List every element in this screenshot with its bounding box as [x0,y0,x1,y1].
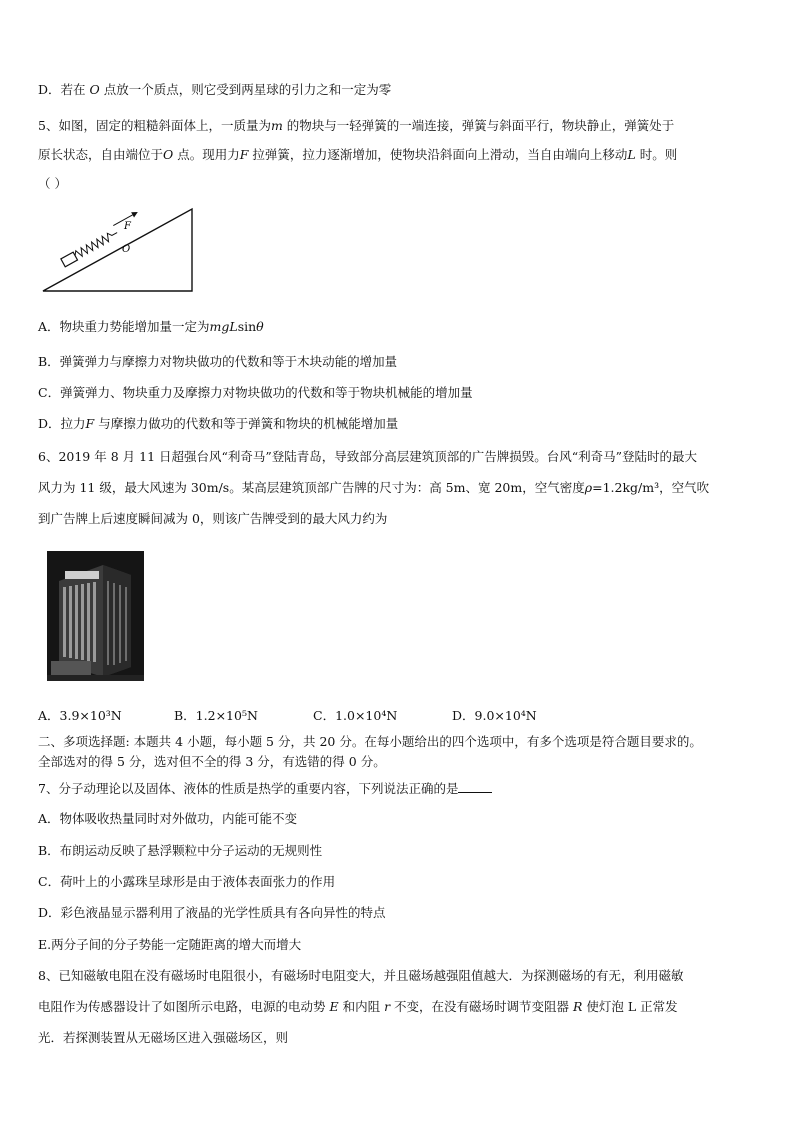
building-photo-image [47,551,144,681]
var-l: L [627,147,636,162]
text: 使灯泡 L 正常发 [582,999,678,1014]
q7-stem [38,781,492,797]
q7-option-c: C．荷叶上的小露珠呈球形是由于液体表面张力的作用 [38,874,336,889]
label-f: F [124,221,131,232]
q4-option-d [38,82,391,98]
q5-stem-line2 [38,147,677,163]
q8-stem-line1: 8、已知磁敏电阻在没有磁场时电阻很小，有磁场时电阻变大，并且磁场越强阻值越大．为探测磁场的有无，利用磁敏 [38,968,684,983]
incline-spring-diagram [40,205,200,295]
q7-option-b: B．布朗运动反映了悬浮颗粒中分子运动的无规则性 [38,843,323,858]
text: 拉弹簧，拉力逐渐增加，使物块沿斜面向上滑动，当自由端向上移动 [248,147,628,162]
q8-stem-line3: 光．若探测装置从无磁场区进入强磁场区，则 [38,1030,289,1045]
q7-option-a: A．物体吸收热量同时对外做功，内能可能不变 [38,811,298,826]
formula-sin: sin [237,319,257,334]
var-f: F [85,416,95,431]
text: D．若在 [38,82,90,97]
var-m: m [270,118,283,133]
q5-answer-bracket: （ ） [38,176,67,191]
formula-theta: θ [256,319,264,334]
var-f: F [239,147,249,162]
text: 5、如图，固定的粗糙斜面体上，一质量为 [38,118,271,133]
formula-mgl: mgL [209,319,238,334]
section2-heading-line1: 二、多项选择题: 本题共 4 小题，每小题 5 分，共 20 分。在每小题给出的四个选项中，有多个选项是符合题目要求的。 [38,734,702,749]
text: 风力为 11 级，最大风速为 30m/s。某高层建筑顶部广告牌的尺寸为：高 5m、宽 20m，空气密度 [38,480,585,495]
text: 时。则 [635,147,678,162]
q7-option-e: E.两分子间的分子势能一定随距离的增大而增大 [38,937,302,952]
var-rho: ρ [584,480,593,495]
text: 原长状态，自由端位于 [38,147,164,162]
text: 点放一个质点，则它受到两星球的引力之和一定为零 [99,82,392,97]
text: D．拉力 [38,416,86,431]
text: A．物块重力势能增加量一定为 [38,319,210,334]
text: 和内阻 [338,999,385,1014]
answer-blank [458,781,492,793]
text: 不变，在没有磁场时调节变阻器 [390,999,573,1014]
q6-stem-line1: 6、2019 年 8 月 11 日超强台风“利奇马”登陆青岛，导致部分高层建筑顶部的广告牌损毁。台风“利奇马”登陆时的最大 [38,449,698,464]
q6-stem-line3: 到广告牌上后速度瞬间减为 0，则该广告牌受到的最大风力约为 [38,511,388,526]
text: 7、分子动理论以及固体、液体的性质是热学的重要内容，下列说法正确的是 [38,781,459,796]
label-o: O [122,244,131,255]
text: 与摩擦力做功的代数和等于弹簧和物块的机械能增加量 [94,416,399,431]
text: 的物块与一轻弹簧的一端连接，弹簧与斜面平行，物块静止，弹簧处于 [282,118,675,133]
incline-triangle [43,209,192,291]
q6-option-a: A．3.9×10³N [38,708,122,723]
q6-option-c: C．1.0×10⁴N [313,708,398,723]
force-arrowhead [131,209,139,217]
text: =1.2kg/m³，空气吹 [592,480,710,495]
q5-option-d [38,416,398,432]
q7-option-d: D．彩色液晶显示器利用了液晶的光学性质具有各向异性的特点 [38,905,386,920]
q5-option-a [38,319,264,335]
block-spring-group [58,209,145,266]
section2-heading-line2: 全部选对的得 5 分，选对但不全的得 3 分，有选错的得 0 分。 [38,754,386,769]
var-o: O [89,82,100,97]
q6-option-d: D．9.0×10⁴N [452,708,537,723]
var-o: O [163,147,174,162]
q5-stem-line1 [38,118,674,134]
var-r-upper: R [573,999,583,1014]
var-e: E [329,999,339,1014]
q5-option-c: C．弹簧弹力、物块重力及摩擦力对物块做功的代数和等于物块机械能的增加量 [38,385,473,400]
var-r: r [384,999,391,1014]
text: 点。现用力 [173,147,240,162]
q6-option-b: B．1.2×10⁵N [174,708,258,723]
q6-stem-line2 [38,480,709,496]
q8-stem-line2 [38,999,678,1015]
text: 电阻作为传感器设计了如图所示电路，电源的电动势 [38,999,330,1014]
building-photo [47,551,144,681]
q5-option-b: B．弹簧弹力与摩擦力对物块做功的代数和等于木块动能的增加量 [38,354,398,369]
spring [73,229,119,259]
